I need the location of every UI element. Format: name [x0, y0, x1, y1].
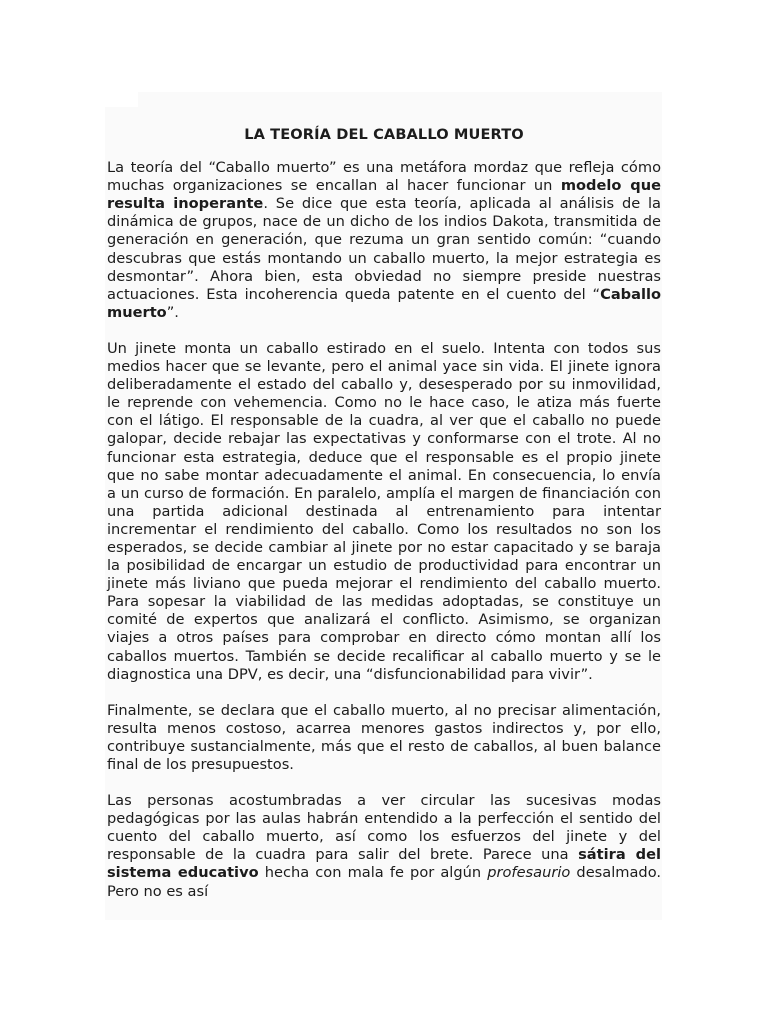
italic-text: profesaurio [487, 864, 571, 882]
paragraph-text: Las personas acostumbradas a ver circular las sucesivas modas pedagógicas por las aulas habrán entendido a la perfección el sentido del cuento del caballo muerto, así como los esfuerzos del jinete y del responsable de la cuadra para salir del brete. Parece una [107, 792, 661, 864]
document-title: LA TEORÍA DEL CABALLO MUERTO [244, 126, 524, 143]
paragraph-text: . Se dice que esta teoría, aplicada al análisis de la dinámica de grupos, nace de un dicho de los indios Dakota, transmitida de generación en generación, que rezuma un gran sentido común: “cuando descubras que estás montando un caballo muerto, la mejor estrategia es desmontar”. Ahora bien, esta obviedad no siempre preside nuestras actuaciones. Esta incoherencia queda patente en el cuento del “ [107, 195, 662, 303]
bold-text: modelo que resulta inoperante [107, 177, 662, 213]
bold-text: sátira del sistema educativo [107, 846, 661, 882]
bold-text: Caballo muerto [107, 285, 661, 321]
paragraph-text: hecha con mala fe por algún [258, 864, 488, 882]
document-body [107, 126, 661, 901]
paragraph-conclusion: Finalmente, se declara que el caballo muerto, al no precisar alimentación, resulta menos costoso, acarrea menores gastos indirectos y, por ello, contribuye sustancialmente, más que el resto de caballos, al buen balance final de los presupuestos. [107, 701, 661, 773]
page-corner [105, 92, 138, 107]
paragraph-text: La teoría del “Caballo muerto” es una metáfora mordaz que refleja cómo muchas organizaciones se encallan al hacer funcionar un [107, 159, 661, 195]
paragraph-intro [107, 159, 661, 322]
paragraph-text: ”. [166, 303, 179, 321]
paragraph-story: Un jinete monta un caballo estirado en el suelo. Intenta con todos sus medios hacer que se levante, pero el animal yace sin vida. El jinete ignora deliberadamente el estado del caballo y, desesperado por su inmovilidad, le reprende con vehemencia. Como no le hace caso, le atiza más fuerte con el látigo. El responsable de la cuadra, al ver que el caballo no puede galopar, decide rebajar las expectativas y conformarse con el trote. Al no funcionar esta estrategia, deduce que el responsable es el propio jinete que no sabe montar adecuadamente el animal. En consecuencia, lo envía a un curso de formación. En paralelo, amplía el margen de financiación con una partida adicional destinada al entrenamiento para intentar incrementar el rendimiento del caballo. Como los resultados no son los esperados, se decide cambiar al jinete por no estar capacitado y se baraja la posibilidad de encargar un estudio de productividad para encontrar un jinete más liviano que pueda mejorar el rendimiento del caballo muerto. Para sopesar la viabilidad de las medidas adoptadas, se constituye un comité de expertos que analizará el conflicto. Asimismo, se organizan viajes a otros países para comprobar en directo cómo montan allí los caballos muertos. También se decide recalificar al caballo muerto y se le diagnostica una DPV, es decir, una “disfuncionabilidad para vivir”. [107, 339, 661, 683]
paragraph-text: desalmado. Pero no es así [107, 864, 662, 900]
paragraph-education [107, 792, 661, 901]
